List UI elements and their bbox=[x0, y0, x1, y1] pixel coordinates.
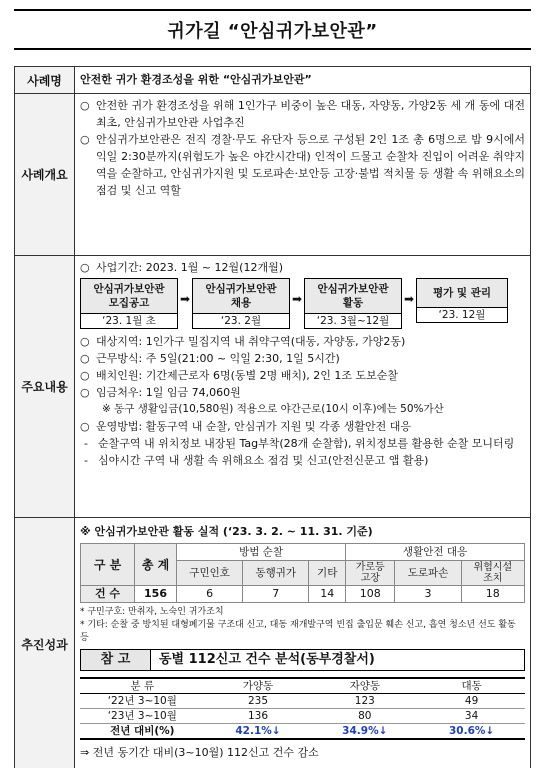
overview-row bbox=[15, 94, 531, 256]
change-value: 30.6%↓ bbox=[418, 724, 525, 740]
calls-header: 대동 bbox=[418, 678, 525, 694]
detail-item bbox=[80, 350, 525, 367]
flow-step-evaluation bbox=[416, 278, 508, 323]
operation-item bbox=[80, 418, 525, 435]
arrow-right-icon: ➡ bbox=[403, 292, 415, 307]
calls-row bbox=[80, 709, 525, 724]
calls-period: ‘23년 3~10월 bbox=[80, 709, 205, 724]
flow-step-date: ‘23. 2월 bbox=[192, 314, 290, 329]
performance-header-row bbox=[81, 544, 525, 561]
flow-step-title: 평가 및 관리 bbox=[432, 287, 492, 300]
performance-title: ※ 안심귀가보안관 활동 실적 (‘23. 3. 2. ~ 11. 31. 기준) bbox=[80, 525, 373, 538]
performance-table bbox=[80, 543, 525, 603]
flow-step-date: ‘23. 3월~12월 bbox=[304, 314, 402, 329]
count-value: 6 bbox=[177, 586, 243, 603]
subcol-header: 위험시설 조치 bbox=[461, 561, 524, 586]
overview-label: 사례개요 bbox=[15, 94, 75, 256]
main-content-row bbox=[15, 256, 531, 518]
calls-period: ‘22년 3~10월 bbox=[80, 694, 205, 709]
flow-step-recruit bbox=[80, 278, 178, 329]
results-cell bbox=[75, 518, 531, 768]
overview-item bbox=[80, 97, 525, 131]
performance-values-row bbox=[81, 586, 525, 603]
process-flow bbox=[80, 278, 525, 329]
calls-header-row bbox=[80, 678, 525, 694]
subcol-header: 구민인호 bbox=[177, 561, 243, 586]
detail-text: 대상지역: 1인가구 밀집지역 내 취약구역(대동, 자양동, 가양2동) bbox=[96, 335, 406, 349]
arrow-right-icon: ➡ bbox=[179, 292, 191, 307]
circle-bullet-icon: ○ bbox=[80, 133, 90, 147]
safety-group-header: 생활안전 대응 bbox=[346, 544, 525, 561]
results-label: 추진성과 bbox=[15, 518, 75, 768]
case-name-value: 안전한 귀가 환경조성을 위한 “안심귀가보안관” bbox=[80, 73, 312, 86]
calls-value: 123 bbox=[311, 694, 418, 709]
arrow-right-icon: ➡ bbox=[291, 292, 303, 307]
count-value: 108 bbox=[346, 586, 395, 603]
flow-step-subtitle: 채용 bbox=[230, 297, 252, 310]
main-content-label: 주요내용 bbox=[15, 256, 75, 518]
calls-header: 자양동 bbox=[311, 678, 418, 694]
change-label: 전년 대비(%) bbox=[80, 724, 205, 740]
page-title: 귀가길 “안심귀가보안관” bbox=[167, 20, 378, 42]
operation-text: 운영방법: 활동구역 내 순찰, 안심귀가 지원 및 각종 생활안전 대응 bbox=[96, 419, 411, 433]
detail-item bbox=[80, 333, 525, 350]
calls-value: 49 bbox=[418, 694, 525, 709]
calls-change-row bbox=[80, 724, 525, 740]
reference-title: 동별 112신고 건수 분석(동부경찰서) bbox=[159, 652, 375, 668]
calls-value: 34 bbox=[418, 709, 525, 724]
circle-bullet-icon: ○ bbox=[80, 261, 90, 274]
circle-bullet-icon: ○ bbox=[80, 352, 90, 366]
calls-value: 136 bbox=[205, 709, 312, 724]
operation-subitem-text: 심야시간 구역 내 생활 속 위해요소 점검 및 신고(안전신문고 앱 활용) bbox=[98, 453, 429, 467]
flow-step-title: 안심귀가보안관 bbox=[93, 283, 165, 296]
count-value: 18 bbox=[461, 586, 524, 603]
calls-row bbox=[80, 694, 525, 709]
subcol-header: 동행귀가 bbox=[243, 561, 309, 586]
case-name-cell bbox=[75, 67, 531, 94]
wage-note: ※ 동구 생활임금(10,580원) 적용으로 야간근로(10시 이후)에는 50%가산 bbox=[102, 403, 444, 416]
reference-tag: 참 고 bbox=[81, 650, 151, 670]
circle-bullet-icon: ○ bbox=[80, 335, 90, 349]
footnote: * 구민구호: 만취자, 노숙인 귀가조치 bbox=[80, 607, 224, 618]
calls-table bbox=[80, 677, 525, 740]
reference-header bbox=[80, 649, 525, 671]
flow-step-date: ‘23. 1월 초 bbox=[80, 314, 178, 329]
overview-text: 안심귀가보안관은 전직 경찰·무도 유단자 등으로 구성된 2인 1조 총 6명으로 밤 9시에서 익일 2:30분까지(위험도가 높은 야간시간대) 인적이 드물고 순찰차 진입이 어려운 취약지역을 순찰하고, 안심귀가지원 및 도로파손·보안등 고장·불법 적치물 등 생활 속 위해요소의 점검 및 신고 역할 bbox=[96, 133, 525, 198]
flow-step-subtitle: 활동 bbox=[342, 297, 364, 310]
detail-item bbox=[80, 384, 525, 401]
overview-cell bbox=[75, 94, 531, 256]
calls-value: 80 bbox=[311, 709, 418, 724]
summary-text: ⇒ 전년 동기간 대비(3~10월) 112신고 건수 감소 bbox=[80, 746, 319, 760]
operation-subitem bbox=[80, 452, 525, 469]
dash-bullet: - bbox=[84, 453, 88, 467]
circle-bullet-icon: ○ bbox=[80, 386, 90, 400]
detail-item bbox=[80, 367, 525, 384]
dash-bullet: - bbox=[84, 436, 88, 450]
detail-text: 배치인원: 기간제근로자 6명(동별 2명 배치), 2인 1조 도보순찰 bbox=[96, 369, 399, 383]
results-row bbox=[15, 518, 531, 768]
overview-text: 안전한 귀가 환경조성을 위해 1인가구 비중이 높은 대동, 자양동, 가양2동 세 개 동에 대전 최초, 안심귀가보안관 사업추진 bbox=[96, 99, 525, 130]
flow-step-hire bbox=[192, 278, 290, 329]
calls-header: 분 류 bbox=[80, 678, 205, 694]
col-group-header: 구 분 bbox=[81, 544, 135, 586]
change-value: 42.1%↓ bbox=[205, 724, 312, 740]
period-item bbox=[80, 259, 525, 276]
subcol-header: 기타 bbox=[309, 561, 346, 586]
flow-step-title: 안심귀가보안관 bbox=[317, 283, 389, 296]
subcol-header: 가로등 고장 bbox=[346, 561, 395, 586]
detail-text: 임금처우: 1일 임금 74,060원 bbox=[96, 386, 241, 400]
calls-header: 가양동 bbox=[205, 678, 312, 694]
footnote: * 기타: 순찰 중 방치된 대형폐기물 구조대 신고, 대동 재개발구역 빈집 출입문 훼손 신고, 흡연 청소년 선도 활동 등 bbox=[80, 620, 516, 644]
flow-step-title: 안심귀가보안관 bbox=[205, 283, 277, 296]
case-table bbox=[14, 66, 531, 768]
period-text: 사업기간: 2023. 1월 ~ 12월(12개월) bbox=[96, 261, 283, 274]
total-value: 156 bbox=[135, 586, 177, 603]
main-content-cell bbox=[75, 256, 531, 518]
subcol-header: 도로파손 bbox=[395, 561, 461, 586]
case-name-row bbox=[15, 67, 531, 94]
calls-value: 235 bbox=[205, 694, 312, 709]
count-value: 14 bbox=[309, 586, 346, 603]
circle-bullet-icon: ○ bbox=[80, 99, 90, 112]
flow-step-activity bbox=[304, 278, 402, 329]
count-value: 3 bbox=[395, 586, 461, 603]
detail-text: 근무방식: 주 5일(21:00 ~ 익일 2:30, 1일 5시간) bbox=[96, 352, 340, 366]
change-value: 34.9%↓ bbox=[311, 724, 418, 740]
case-name-label: 사례명 bbox=[15, 67, 75, 94]
circle-bullet-icon: ○ bbox=[80, 419, 90, 433]
operation-subitem bbox=[80, 435, 525, 452]
title-bar bbox=[14, 9, 531, 50]
count-value: 7 bbox=[243, 586, 309, 603]
col-total-header: 총 계 bbox=[135, 544, 177, 586]
operation-subitem-text: 순찰구역 내 위치정보 내장된 Tag부착(28개 순찰함), 위치정보를 활용한 순찰 모니터링 bbox=[98, 436, 515, 450]
flow-step-subtitle: 모집공고 bbox=[108, 297, 150, 310]
circle-bullet-icon: ○ bbox=[80, 369, 90, 383]
row-label: 건 수 bbox=[81, 586, 135, 603]
patrol-group-header: 방범 순찰 bbox=[177, 544, 346, 561]
flow-step-date: ‘23. 12월 bbox=[416, 308, 508, 323]
overview-item bbox=[80, 131, 525, 199]
